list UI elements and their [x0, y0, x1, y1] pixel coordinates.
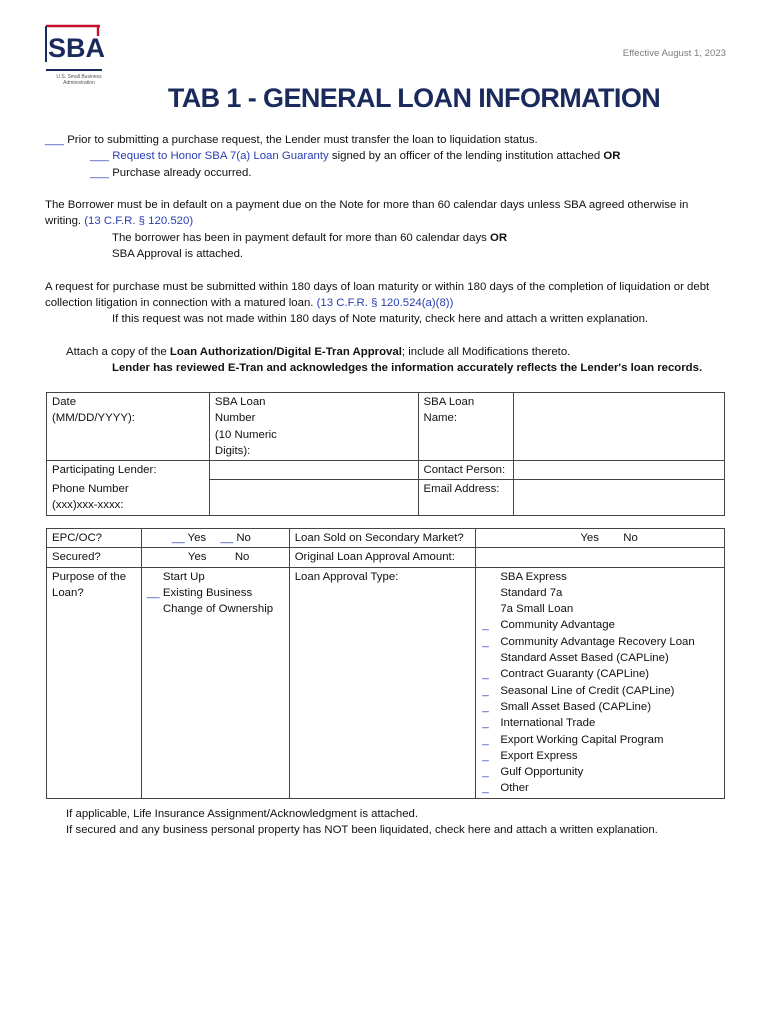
approval-type-option[interactable] [482, 748, 719, 764]
etran-acknowledgment[interactable]: Lender has reviewed E-Tran and acknowledges the information accurately reflects the Lender's loan records. [112, 362, 703, 374]
transfer-liquidation-blank[interactable]: ___ [45, 134, 65, 146]
purpose-label-1: Purpose of the [52, 570, 127, 583]
approval-type-label: SBA Express [500, 570, 567, 583]
sba-logo [44, 22, 108, 77]
sold-no[interactable]: No [623, 532, 638, 544]
secured-label: Secured? [47, 548, 142, 567]
personal-property-line[interactable]: If secured and any business personal property has NOT been liquidated, check here and attach a written explanation. [66, 824, 658, 836]
page-title: TAB 1 - GENERAL LOAN INFORMATION [167, 83, 661, 113]
secured-yes[interactable]: Yes [187, 551, 207, 564]
date-format-label: (MM/DD/YYYY): [52, 412, 135, 425]
date-label-cell [47, 393, 210, 461]
default-requirement-text: The Borrower must be in default on a payment due on the Note for more than 60 calendar days unless SBA agreed otherwise in writing. [45, 199, 689, 228]
loan-number-label-1: SBA Loan [214, 396, 266, 408]
secured-no[interactable]: No [234, 551, 250, 564]
approval-type-option[interactable] [482, 650, 719, 666]
life-insurance-line[interactable]: If applicable, Life Insurance Assignment/Acknowledgment is attached. [66, 808, 419, 820]
approval-type-option[interactable] [482, 617, 719, 633]
purpose-existing: Existing Business [162, 586, 253, 599]
approval-type-label: Standard Asset Based (CAPLine) [500, 652, 669, 665]
purpose-label-cell [47, 567, 142, 798]
logo-subtext: U.S. Small Business Administration [56, 74, 102, 86]
approval-type-option[interactable] [482, 715, 719, 731]
approval-type-blank[interactable]: _ [482, 782, 489, 795]
loan-number-label-2: Number [214, 412, 256, 425]
approval-type-label: Standard 7a [500, 586, 563, 599]
approval-type-blank[interactable]: _ [482, 749, 489, 762]
approval-type-option[interactable] [482, 780, 719, 796]
purpose-change-ownership[interactable]: Change of Ownership [162, 603, 274, 616]
request-to-honor-blank[interactable]: ___ [90, 150, 110, 162]
epc-label: EPC/OC? [47, 529, 142, 548]
sba-approval-option[interactable]: SBA Approval is attached. [112, 248, 244, 260]
purpose-startup[interactable]: Start Up [162, 570, 205, 583]
loan-name-label-2: Name: [423, 412, 458, 425]
approval-type-blank[interactable]: _ [482, 700, 489, 713]
approval-type-blank[interactable]: _ [482, 668, 489, 681]
approval-type-list [476, 567, 725, 798]
request-to-honor-line [90, 148, 620, 164]
approval-type-blank[interactable]: _ [482, 717, 489, 730]
lender-label: Participating Lender: [47, 461, 210, 480]
approval-type-label: Seasonal Line of Credit (CAPLine) [500, 684, 675, 697]
loan-number-label-4: Digits): [214, 444, 251, 457]
epc-yes-blank[interactable]: __ [171, 532, 185, 544]
loan-number-label-3: (10 Numeric [214, 428, 277, 441]
epc-no-blank[interactable]: __ [220, 532, 234, 544]
approval-type-option[interactable] [482, 601, 719, 617]
purchase-occurred-line [90, 165, 251, 181]
svg-text:SBA: SBA [48, 33, 106, 63]
purchase-occurred-text: Purchase already occurred. [112, 167, 252, 179]
approval-type-option[interactable] [482, 699, 719, 715]
epc-no[interactable]: No [236, 532, 251, 544]
maturity-citation-link[interactable]: (13 C.F.R. § 120.524(a)(8)) [316, 297, 454, 310]
approval-type-option[interactable] [482, 585, 719, 601]
approval-type-option[interactable] [482, 634, 719, 650]
email-label: Email Address: [418, 480, 514, 515]
secured-options [141, 548, 289, 567]
loan-authorization-post: ; include all Modifications thereto. [401, 346, 571, 358]
payment-default-option[interactable] [112, 230, 507, 246]
approval-type-option[interactable] [482, 569, 719, 585]
purpose-label-2: Loan? [52, 586, 84, 599]
loan-info-table [46, 392, 725, 516]
approval-type-blank[interactable]: _ [482, 766, 489, 779]
phone-label-2: (xxx)xxx-xxxx: [52, 499, 124, 512]
approval-type-options [482, 569, 719, 797]
epc-yes[interactable]: Yes [187, 532, 207, 544]
purchase-occurred-blank[interactable]: ___ [90, 167, 110, 179]
loan-authorization-bold: Loan Authorization/Digital E-Tran Approval [169, 346, 402, 358]
purpose-existing-blank[interactable]: __ [146, 586, 160, 599]
date-label: Date [52, 396, 77, 408]
effective-date: Effective August 1, 2023 [622, 48, 726, 59]
approval-type-option[interactable] [482, 732, 719, 748]
request-to-honor-text: signed by an officer of the lending institution attached [328, 150, 604, 162]
original-amount-label: Original Loan Approval Amount: [289, 548, 476, 567]
late-request-option[interactable]: If this request was not made within 180 days of Note maturity, check here and attach a written explanation. [112, 313, 649, 325]
loan-name-label-cell [418, 393, 514, 461]
approval-type-blank[interactable]: _ [482, 733, 489, 746]
email-input[interactable] [514, 480, 725, 515]
payment-default-text: The borrower has been in payment default for more than 60 calendar days [112, 232, 491, 244]
phone-label-cell [47, 480, 210, 515]
purpose-existing-row[interactable] [147, 585, 284, 601]
approval-type-blank[interactable]: _ [482, 635, 489, 648]
approval-type-label: Small Asset Based (CAPLine) [500, 700, 652, 713]
phone-label-1: Phone Number [52, 482, 129, 495]
contact-input[interactable] [514, 461, 725, 480]
maturity-requirement-paragraph [45, 279, 725, 312]
purpose-options [141, 567, 289, 798]
approval-type-label: Export Express [500, 749, 578, 762]
sold-yes[interactable]: Yes [580, 532, 599, 544]
approval-type-option[interactable] [482, 764, 719, 780]
loan-authorization-line [66, 344, 570, 360]
approval-type-label: Community Advantage Recovery Loan [500, 635, 695, 648]
sold-options [476, 529, 725, 548]
or-label: OR [603, 150, 621, 162]
sold-label: Loan Sold on Secondary Market? [289, 529, 476, 548]
approval-type-label: 7a Small Loan [500, 603, 574, 616]
loan-name-input[interactable] [514, 393, 725, 461]
approval-type-label: Other [500, 782, 529, 795]
loan-details-table [46, 528, 725, 799]
approval-type-label: Loan Approval Type: [289, 567, 476, 798]
approval-type-option[interactable] [482, 683, 719, 699]
approval-type-label: Export Working Capital Program [500, 733, 664, 746]
request-to-honor-link[interactable]: Request to Honor SBA 7(a) Loan Guaranty [112, 150, 329, 162]
contact-label: Contact Person: [418, 461, 514, 480]
phone-input[interactable] [209, 480, 418, 515]
maturity-requirement-text: A request for purchase must be submitted within 180 days of loan maturity or within 180 days of the completion of liquidation or debt collection litigation in connection with a matured loan. [45, 281, 710, 310]
loan-name-label-1: SBA Loan [423, 396, 475, 408]
approval-type-blank[interactable]: _ [482, 619, 489, 632]
approval-type-label: Community Advantage [500, 619, 615, 632]
approval-type-blank[interactable]: _ [482, 684, 489, 697]
original-amount-input[interactable] [476, 548, 725, 567]
sba-logo-mark [44, 22, 108, 72]
epc-options [141, 529, 289, 548]
lender-input[interactable] [209, 461, 418, 480]
transfer-liquidation-text: Prior to submitting a purchase request, the Lender must transfer the loan to liquidation status. [67, 134, 538, 146]
default-requirement-paragraph [45, 197, 725, 230]
loan-number-label-cell[interactable] [209, 393, 418, 461]
approval-type-label: International Trade [500, 717, 596, 730]
approval-type-option[interactable] [482, 666, 719, 682]
loan-authorization-pre: Attach a copy of the [66, 346, 170, 358]
or-label: OR [490, 232, 508, 244]
transfer-liquidation-line [45, 132, 538, 148]
approval-type-label: Contract Guaranty (CAPLine) [500, 668, 650, 681]
approval-type-label: Gulf Opportunity [500, 766, 584, 779]
default-citation-link[interactable]: (13 C.F.R. § 120.520) [84, 215, 194, 228]
